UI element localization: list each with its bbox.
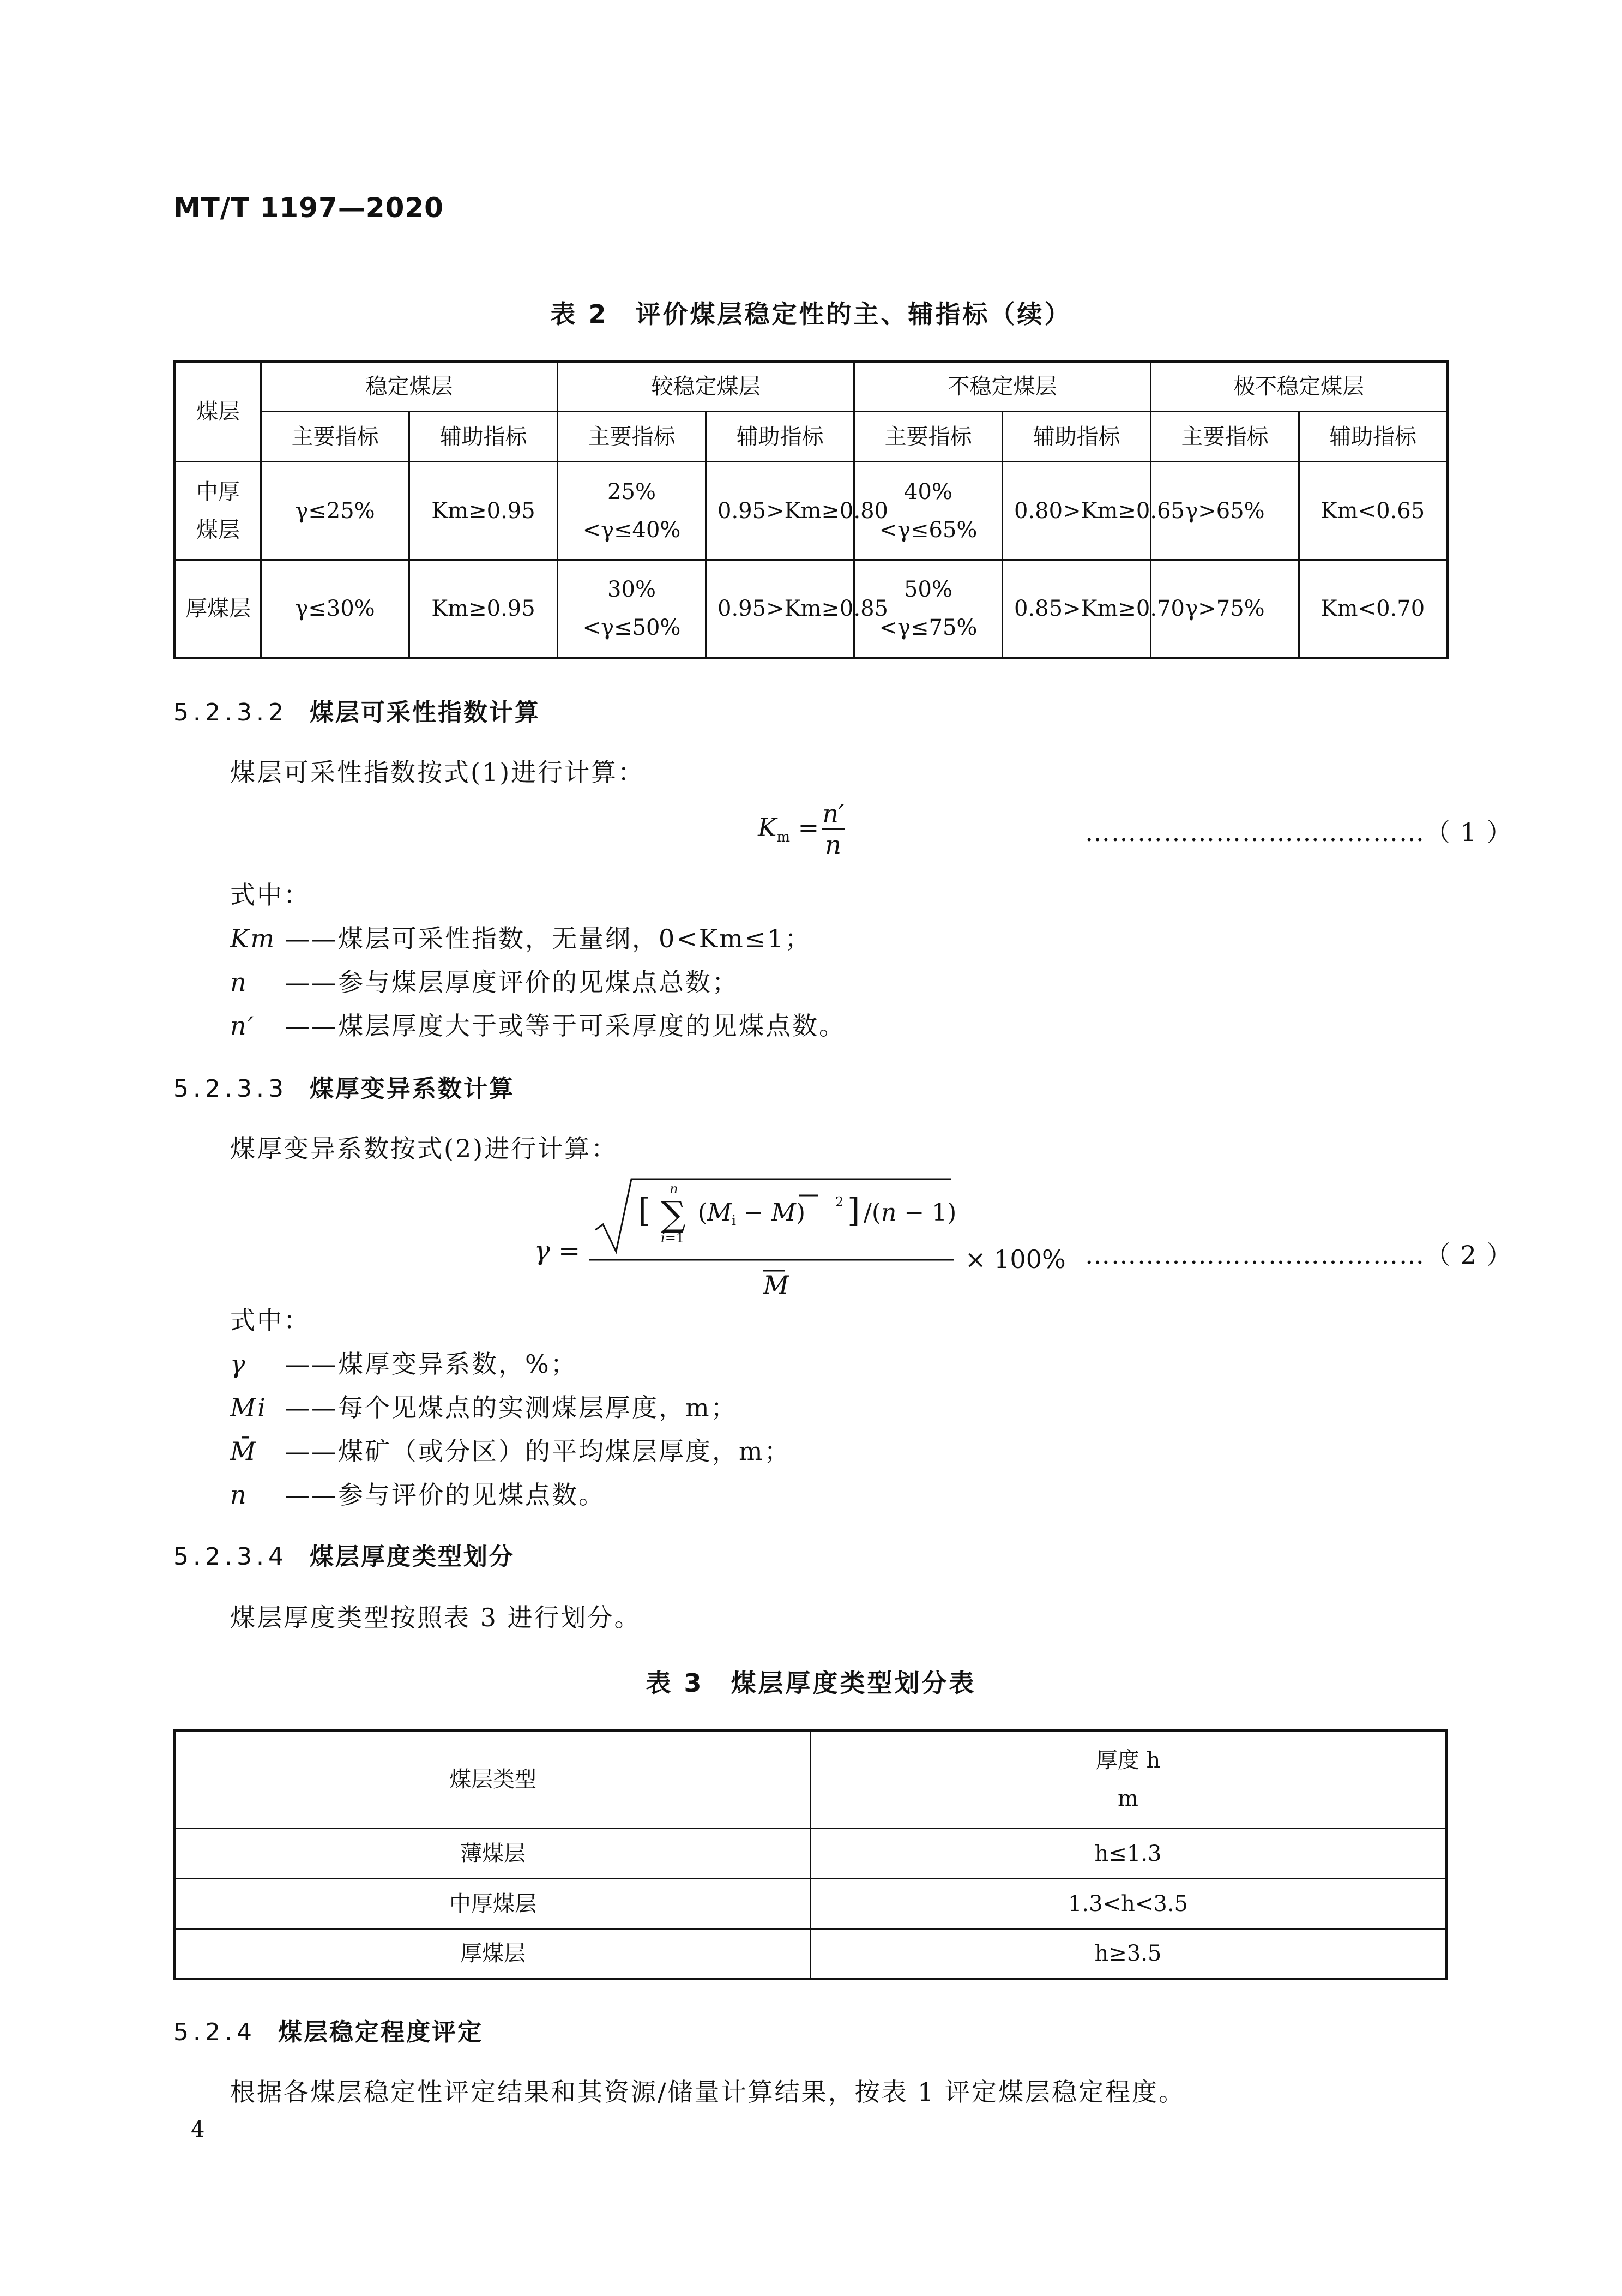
svg-text:/(n − 1): /(n − 1)	[864, 1199, 957, 1227]
where-label: 式中：	[230, 1306, 310, 1335]
formula-number: （ 2 ）	[1425, 1240, 1513, 1270]
definition-item: γ ——煤厚变异系数，%；	[230, 1349, 577, 1379]
section-number: 5.2.3.4	[173, 1543, 288, 1571]
table2-group-very-unstable: 极不稳定煤层	[1151, 362, 1448, 412]
table2-sub-aux: 辅助指标	[1003, 412, 1151, 462]
svg-text:(Mi − M): (Mi − M)	[698, 1199, 805, 1228]
table-row	[175, 560, 1448, 658]
svg-text:i=1: i=1	[661, 1230, 685, 1246]
definition-text: ——参与评价的见煤点数。	[285, 1480, 605, 1510]
table3-range: h≥3.5	[811, 1929, 1446, 1979]
svg-text:n: n	[670, 1181, 678, 1197]
paragraph: 根据各煤层稳定性评定结果和其资源/储量计算结果，按表 1 评定煤层稳定程度。	[230, 2077, 1186, 2107]
table2-group-stable: 稳定煤层	[261, 362, 558, 412]
page-number: 4	[191, 2117, 205, 2142]
section-heading-5232	[173, 693, 540, 728]
definition-item: n′ ——煤层厚度大于或等于可采厚度的见煤点数。	[230, 1011, 846, 1041]
definition-item: n ——参与煤层厚度评价的见煤点总数；	[230, 967, 739, 997]
table-cell: Km<0.70	[1299, 560, 1448, 658]
section-title: 煤层厚度类型划分	[309, 1543, 515, 1571]
definition-text: ——每个见煤点的实测煤层厚度，m；	[285, 1393, 738, 1422]
section-title: 煤层可采性指数计算	[309, 699, 540, 726]
svg-text:[: [	[638, 1192, 651, 1230]
table2-sub-main: 主要指标	[854, 412, 1003, 462]
table3-type: 厚煤层	[175, 1929, 811, 1979]
table-cell: 0.85>Km≥0.70	[1003, 560, 1151, 658]
table-cell: 0.80>Km≥0.65	[1003, 462, 1151, 560]
table-cell: 0.95>Km≥0.80	[706, 462, 854, 560]
table2-group-unstable: 不稳定煤层	[854, 362, 1151, 412]
table-row	[175, 1829, 1446, 1879]
table3-header-type: 煤层类型	[175, 1730, 811, 1829]
table2-row-label: 中厚煤层	[175, 462, 261, 560]
svg-text:M: M	[763, 1270, 789, 1300]
definition-text: ——参与煤层厚度评价的见煤点总数；	[285, 967, 739, 997]
table-cell: 30%<γ≤50%	[558, 560, 706, 658]
table2	[173, 360, 1449, 659]
table2-sub-main: 主要指标	[558, 412, 706, 462]
table-cell: 50%<γ≤75%	[854, 560, 1003, 658]
table2-sub-main: 主要指标	[1151, 412, 1299, 462]
table3	[173, 1729, 1448, 1980]
formula-1: $K_m$ = $\frac{n'}{n}$	[758, 798, 845, 860]
table2-sub-main: 主要指标	[261, 412, 409, 462]
section-number: 5.2.3.3	[173, 1075, 288, 1103]
table-cell: Km≥0.95	[409, 560, 558, 658]
table-cell: γ>65%	[1151, 462, 1299, 560]
definition-text: ——煤矿（或分区）的平均煤层厚度，m；	[285, 1436, 791, 1466]
paragraph: 煤层可采性指数按式(1)进行计算：	[230, 758, 645, 787]
svg-text:]: ]	[847, 1192, 860, 1230]
definition-text: ——煤层厚度大于或等于可采厚度的见煤点数。	[285, 1011, 846, 1041]
section-number: 5.2.3.2	[173, 699, 288, 726]
definition-text: ——煤层可采性指数，无量纲，0<Km≤1；	[285, 924, 812, 953]
table-cell: Km<0.65	[1299, 462, 1448, 560]
svg-text:γ: γ	[534, 1236, 550, 1266]
table2-sub-aux: 辅助指标	[706, 412, 854, 462]
where-label: 式中：	[230, 880, 310, 910]
formula-2-leader: …………………………………（ 2 ）	[1085, 1240, 1513, 1270]
table3-type: 中厚煤层	[175, 1879, 811, 1929]
table2-row-header: 煤层	[175, 362, 261, 462]
table3-type: 薄煤层	[175, 1829, 811, 1879]
svg-text:× 100%: × 100%	[965, 1245, 1066, 1274]
table3-header-thickness-unit: m	[1118, 1786, 1138, 1811]
table-row	[175, 1929, 1446, 1979]
section-heading-5234	[173, 1537, 515, 1572]
table3-range: h≤1.3	[811, 1829, 1446, 1879]
formula-number: （ 1 ）	[1425, 818, 1513, 847]
table-row	[175, 1879, 1446, 1929]
table-cell: γ≤30%	[261, 560, 409, 658]
table2-sub-aux: 辅助指标	[1299, 412, 1448, 462]
table2-sub-aux: 辅助指标	[409, 412, 558, 462]
svg-text:2: 2	[835, 1194, 844, 1210]
definition-item: Km ——煤层可采性指数，无量纲，0<Km≤1；	[230, 924, 812, 953]
paragraph: 煤厚变异系数按式(2)进行计算：	[230, 1134, 618, 1163]
table3-header-thickness	[811, 1730, 1446, 1829]
section-heading-524	[173, 2012, 483, 2047]
table-cell: 25%<γ≤40%	[558, 462, 706, 560]
table2-caption: 表 2 评价煤层稳定性的主、辅指标（续）	[550, 299, 1072, 329]
table3-caption: 表 3 煤层厚度类型划分表	[646, 1668, 976, 1698]
section-heading-5233	[173, 1069, 515, 1104]
section-title: 煤层稳定程度评定	[278, 2018, 483, 2046]
formula-1-leader: …………………………………（ 1 ）	[1085, 818, 1513, 847]
table-cell: Km≥0.95	[409, 462, 558, 560]
definition-text: ——煤厚变异系数，%；	[285, 1349, 577, 1379]
table-cell: γ>75%	[1151, 560, 1299, 658]
table3-range: 1.3<h<3.5	[811, 1879, 1446, 1929]
table2-group-fairly-stable: 较稳定煤层	[558, 362, 854, 412]
section-title: 煤厚变异系数计算	[309, 1075, 515, 1103]
svg-text:=: =	[558, 1236, 581, 1266]
table-cell: 0.95>Km≥0.85	[706, 560, 854, 658]
formula-2	[534, 1173, 1069, 1303]
definition-item: Mi ——每个见煤点的实测煤层厚度，m；	[230, 1393, 738, 1422]
table-cell: γ≤25%	[261, 462, 409, 560]
definition-item: n ——参与评价的见煤点数。	[230, 1480, 605, 1510]
svg-text:∑: ∑	[661, 1194, 686, 1235]
document-id: MT/T 1197—2020	[173, 192, 444, 224]
definition-item: M̄ ——煤矿（或分区）的平均煤层厚度，m；	[230, 1436, 791, 1466]
section-number: 5.2.4	[173, 2018, 256, 2046]
table-row	[175, 462, 1448, 560]
table3-header-thickness-label: 厚度 h	[1095, 1748, 1161, 1773]
paragraph: 煤层厚度类型按照表 3 进行划分。	[230, 1603, 641, 1632]
table-cell: 40%<γ≤65%	[854, 462, 1003, 560]
table2-row-label: 厚煤层	[175, 560, 261, 658]
